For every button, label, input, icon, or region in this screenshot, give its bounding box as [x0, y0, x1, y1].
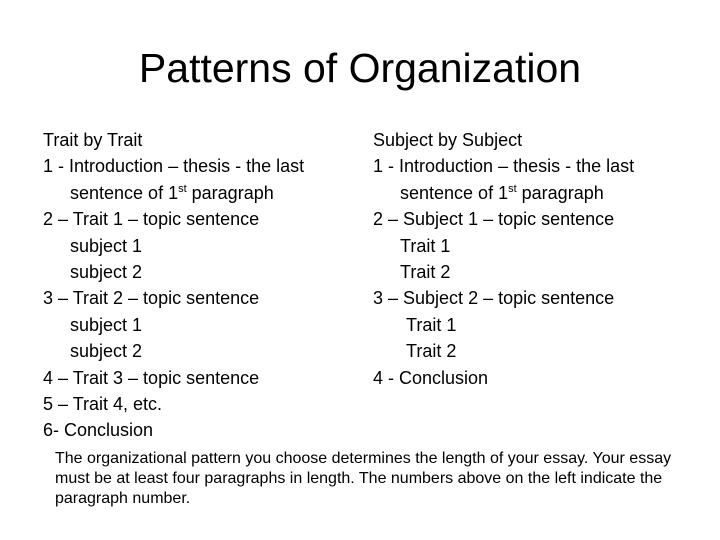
outline-subitem: Trait 1	[400, 235, 451, 256]
column-heading: Subject by Subject	[373, 130, 523, 150]
outline-subitem: Trait 1	[406, 314, 457, 335]
outline-item-3: 3 – Subject 2 – topic sentence	[373, 288, 615, 309]
outline-subitem: subject 2	[70, 341, 143, 362]
outline-subitem: subject 1	[70, 235, 143, 256]
trait-by-trait-column	[43, 127, 353, 444]
outline-item-1: 1 - Introduction – thesis - the last	[43, 156, 305, 177]
outline-item-4: 4 - Conclusion	[373, 367, 489, 388]
outline-item-2: 2 – Trait 1 – topic sentence	[43, 209, 260, 230]
continuation-text-start: sentence of 1	[400, 182, 509, 203]
continuation-text-end: paragraph	[516, 182, 604, 203]
ordinal-suffix: st	[508, 182, 517, 195]
subject-by-subject-column	[373, 127, 693, 391]
outline-subitem: Trait 2	[400, 262, 451, 283]
outline-subitem: subject 1	[70, 314, 143, 335]
outline-item-1-continuation	[373, 180, 693, 206]
column-heading: Trait by Trait	[43, 130, 143, 150]
ordinal-suffix: st	[178, 182, 187, 195]
slide-title: Patterns of Organization	[138, 45, 582, 91]
outline-item-2: 2 – Subject 1 – topic sentence	[373, 209, 615, 230]
outline-item-6: 6- Conclusion	[43, 420, 154, 441]
outline-item-1: 1 - Introduction – thesis - the last	[373, 156, 635, 177]
outline-item-3: 3 – Trait 2 – topic sentence	[43, 288, 260, 309]
outline-item-5: 5 – Trait 4, etc.	[43, 394, 163, 415]
outline-item-4: 4 – Trait 3 – topic sentence	[43, 367, 260, 388]
outline-item-1-continuation	[43, 180, 353, 206]
outline-subitem: Trait 2	[406, 341, 457, 362]
continuation-text-start: sentence of 1	[70, 182, 179, 203]
explanatory-note: The organizational pattern you choose determines the length of your essay. Your essay must be at least four paragraphs in length. The numbers above on the left indicate the paragraph number.	[55, 450, 672, 507]
outline-subitem: subject 2	[70, 262, 143, 283]
continuation-text-end: paragraph	[186, 182, 274, 203]
